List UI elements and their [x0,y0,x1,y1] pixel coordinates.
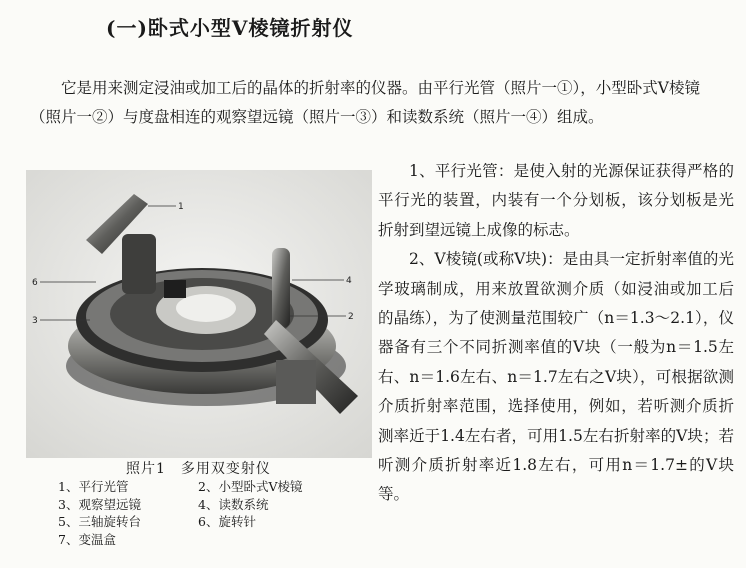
eyepiece-tube [272,248,290,328]
callout-4: 4 [346,276,352,286]
callout-6: 6 [32,278,38,288]
legend-item: 2、小型卧式V棱镜 [198,479,303,494]
stage-clamp [164,280,186,298]
refractometer-photo [26,170,372,458]
callout-1: 1 [178,202,184,212]
legend-item: 4、读数系统 [198,496,269,512]
prism-top [176,294,236,322]
intro-paragraph: 它是用来测定浸油或加工后的晶体的折射率的仪器。由平行光管（照片一①），小型卧式V棱镜（照片一②）与度盘相连的观察望远镜（照片一③）和读数系统（照片一④）组成。 [30,79,700,126]
legend-item: 3、观察望远镜 [58,496,141,512]
legend-item: 7、变温盒 [58,531,116,547]
reading-system-box [276,360,316,404]
instrument-photo [26,170,372,458]
paragraph-v-prism: 2、V棱镜(或称V块)：是由具一定折射率值的光学玻璃制成，用来放置欲测介质（如浸油或加工后的晶练），为了使测量范围较广（n＝1.3～2.1），仪器备有三个不同折测率值的V块（一般为n＝1.5左右、n＝1.6左右、n＝1.7左右之V块），可根据欲测介质折射率范围，选择使用，例如，若听测介质折测率近于1.4左右者，可用1.5左右折射率的V块；若听测介质折射率近1.8左右，可用n＝1.7±的V块等。 [378,250,734,504]
legend-item: 6、旋转针 [198,514,256,529]
callout-3: 3 [32,316,38,326]
photo-legend [58,478,358,548]
collimator-mount [122,234,156,294]
body-text [378,157,734,510]
paragraph-collimator: 1、平行光管：是使入射的光源保证获得严格的平行光的装置，内装有一个分划板，该分划板是光折射到望远镜上成像的标志。 [378,162,734,239]
callout-2: 2 [348,312,354,322]
legend-item: 5、三轴旋转台 [58,514,141,529]
photo-caption: 照片1 多用双变射仪 [126,461,271,477]
legend-item: 1、平行光管 [58,479,129,494]
section-title: (一)卧式小型V棱镜折射仪 [106,16,354,40]
